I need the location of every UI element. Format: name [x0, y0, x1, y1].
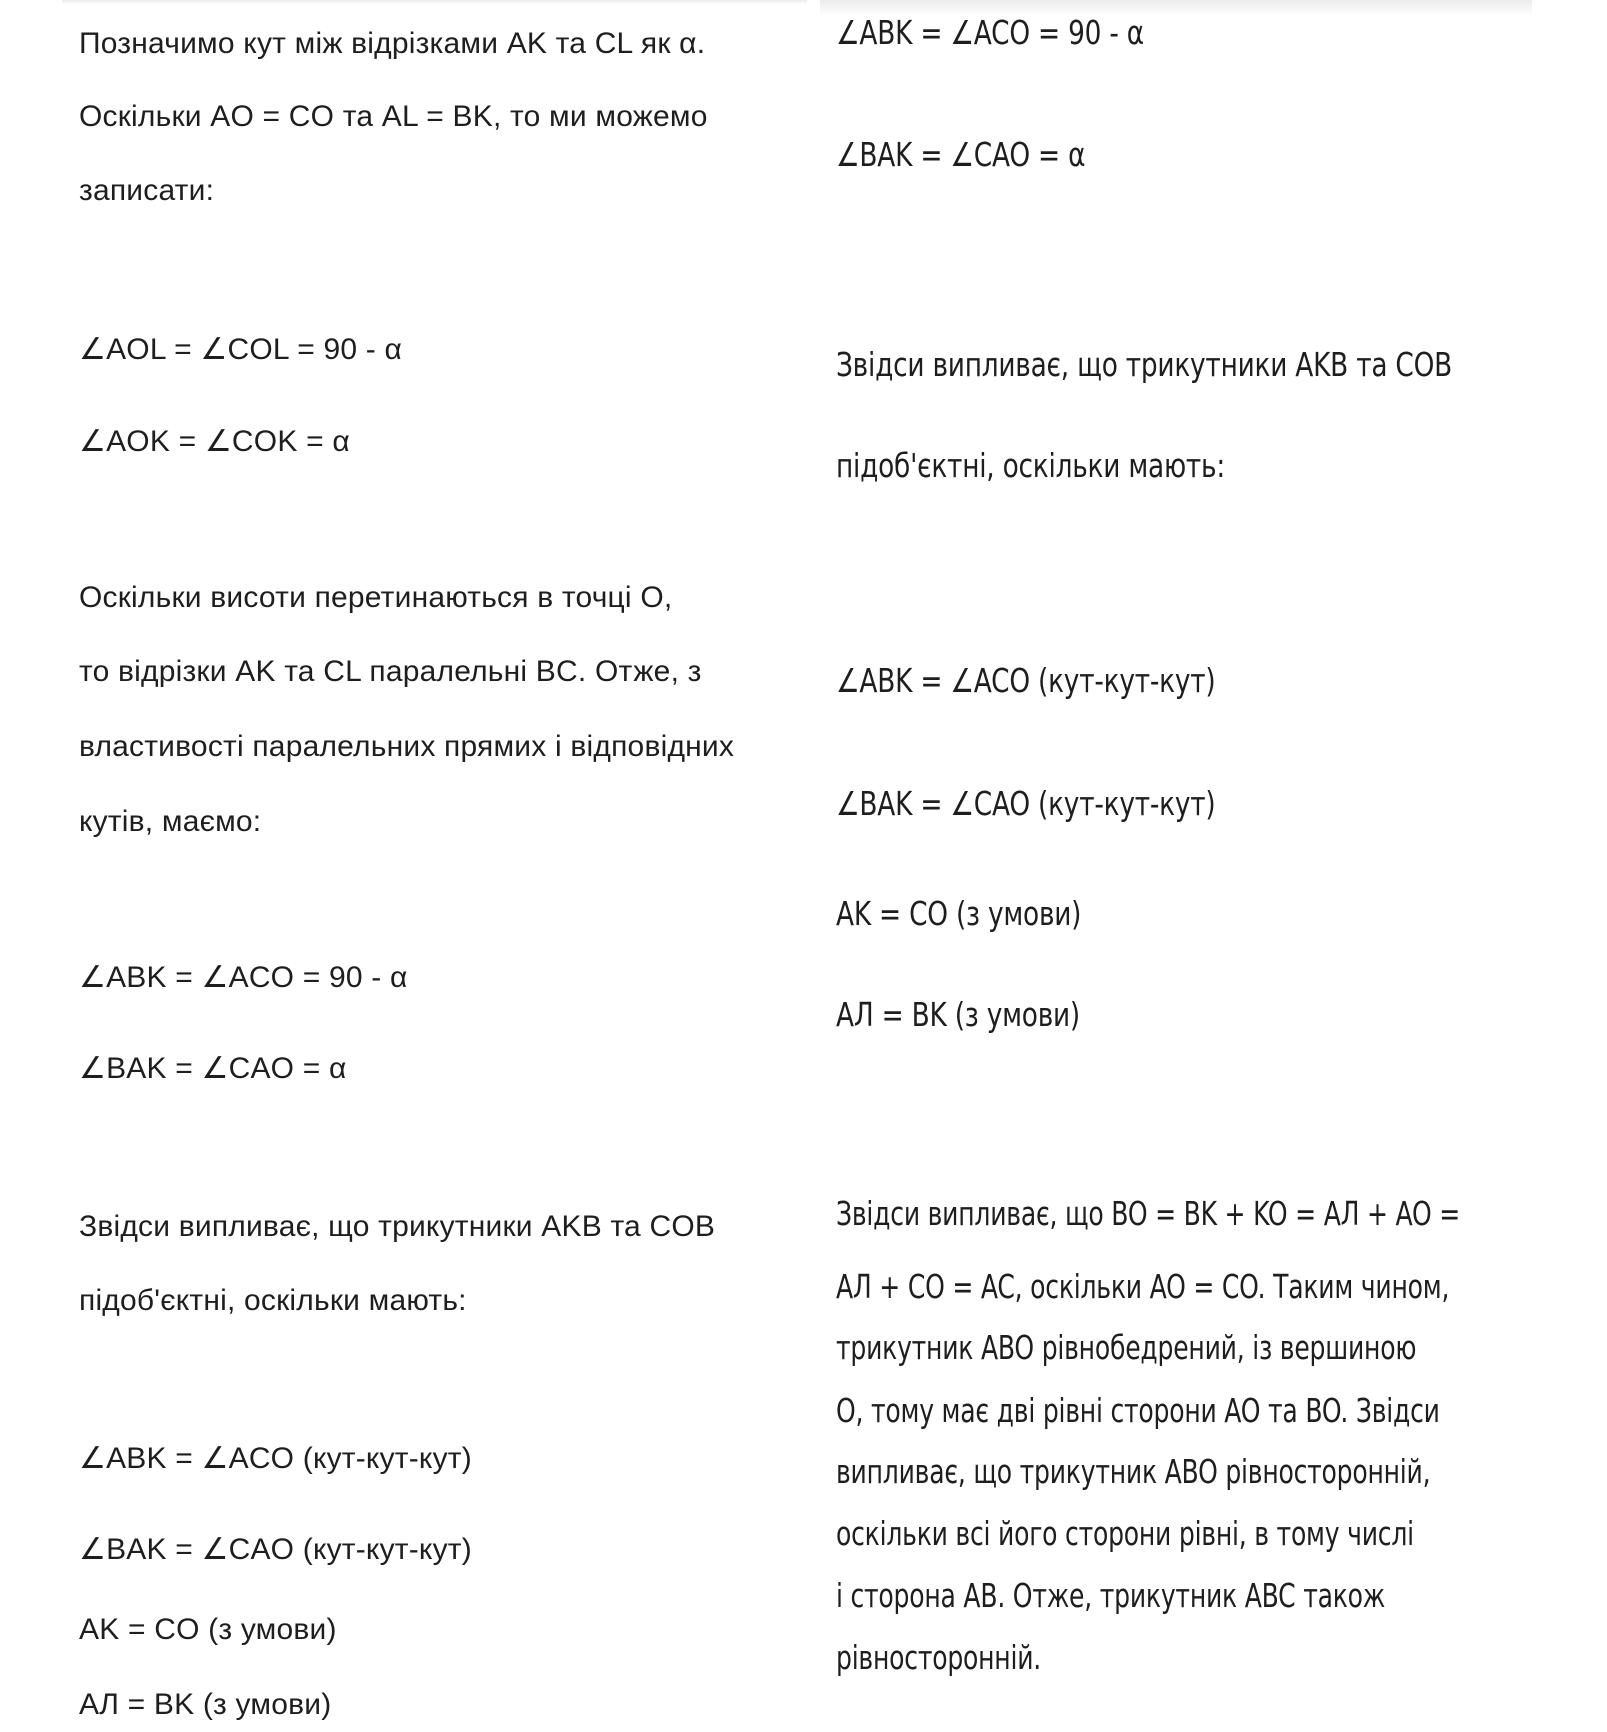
text-line: властивості паралельних прямих і відповідних [79, 730, 735, 763]
text-line: AЛ = BK (з умови) [836, 995, 1080, 1034]
text-line: AK = CO (з умови) [836, 894, 1082, 933]
text-line: випливає, що трикутник ABO рівносторонній, [836, 1452, 1431, 1491]
text-line: оскільки всі його сторони рівні, в тому числі [836, 1514, 1414, 1553]
text-line: кутів, маємо: [79, 805, 262, 838]
text-line: ∠BAK = ∠CAO (кут-кут-кут) [79, 1533, 472, 1566]
text-line: AЛ + CO = AC, оскільки AO = CO. Таким чином, [836, 1267, 1450, 1306]
text-line: Звідси випливає, що трикутники AKB та COB [79, 1210, 716, 1243]
text-line: Позначимо кут між відрізками AK та CL як α. [79, 27, 706, 60]
text-line: ∠ABK = ∠ACO (кут-кут-кут) [79, 1442, 472, 1475]
text-line: і сторона AB. Отже, трикутник ABC також [836, 1576, 1386, 1615]
text-line: Звідси випливає, що трикутники AKB та COB [836, 345, 1453, 384]
text-line: Звідси випливає, що BO = BK + KO = AЛ + AO = [836, 1194, 1461, 1233]
text-line: рівносторонній. [836, 1638, 1042, 1677]
top-fade-left [62, 0, 807, 4]
text-line: ∠ABK = ∠ACO = 90 - α [79, 961, 408, 994]
text-line: ∠AOK = ∠COK = α [79, 425, 350, 458]
text-line: ∠ABK = ∠ACO (кут-кут-кут) [836, 661, 1216, 700]
text-line: ∠ABK = ∠ACO = 90 - α [836, 13, 1144, 52]
text-line: Оскільки AO = CO та AL = BK, то ми можемо [79, 100, 708, 133]
text-line: ∠BAK = ∠CAO = α [836, 135, 1086, 174]
text-line: то відрізки AK та CL паралельні BC. Отже, з [79, 655, 702, 688]
text-line: записати: [79, 174, 215, 207]
text-line: AK = CO (з умови) [79, 1613, 337, 1646]
text-line: підоб'єктні, оскільки мають: [836, 446, 1226, 485]
text-line: ∠BAK = ∠CAO = α [79, 1052, 347, 1085]
text-line: O, тому має дві рівні сторони AO та BO. Звідси [836, 1391, 1440, 1430]
text-line: трикутник ABO рівнобедрений, із вершиною [836, 1328, 1417, 1367]
text-line: підоб'єктні, оскільки мають: [79, 1284, 467, 1317]
text-line: Оскільки висоти перетинаються в точці O, [79, 581, 673, 614]
text-line: AЛ = BK (з умови) [79, 1688, 332, 1721]
text-line: ∠AOL = ∠COL = 90 - α [79, 333, 403, 366]
text-line: ∠BAK = ∠CAO (кут-кут-кут) [836, 784, 1216, 823]
